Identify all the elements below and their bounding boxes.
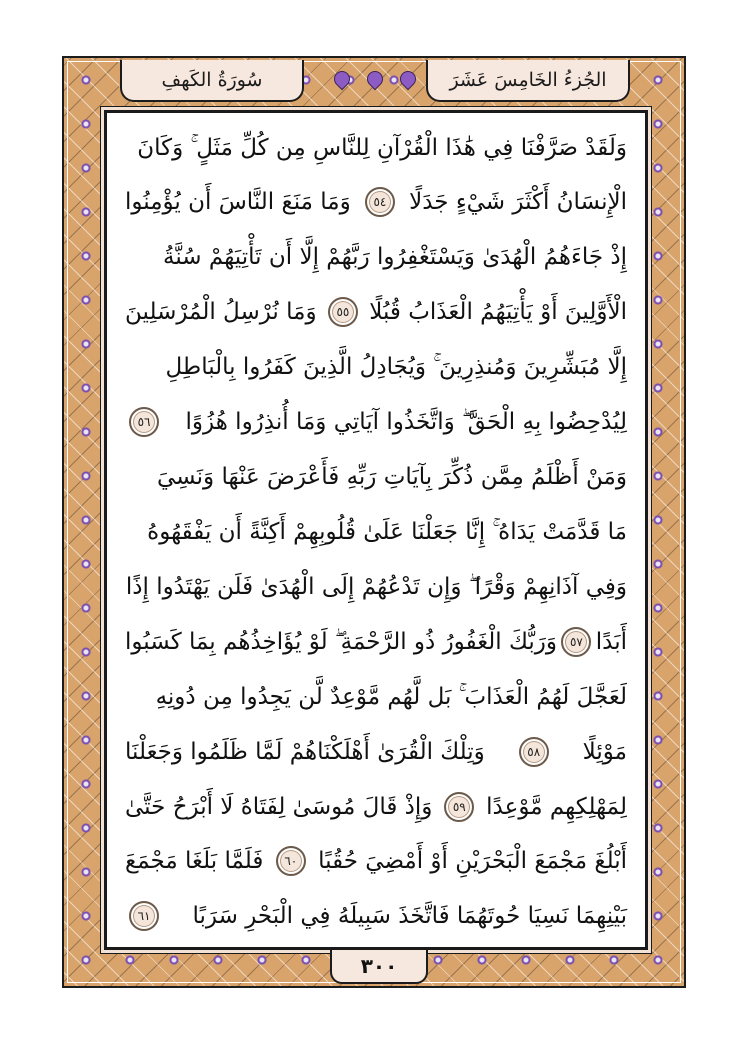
verse-text: الْإِنسَانُ أَكْثَرَ شَيْءٍ جَدَلًا	[409, 189, 627, 216]
verse-lines	[125, 123, 627, 941]
page-number: ٣٠٠	[360, 954, 398, 978]
page-number-cartouche	[330, 950, 428, 984]
ayah-number-marker: ٥٧	[561, 627, 591, 657]
ayah-number-marker: ٦١	[129, 901, 159, 931]
verse-text: وَمَنْ أَظْلَمُ مِمَّن ذُكِّرَ بِآيَاتِ رَبِّهِ فَأَعْرَضَ عَنْهَا وَنَسِيَ	[156, 464, 627, 491]
verse-line	[125, 453, 627, 502]
verse-line	[125, 123, 627, 172]
verse-line	[125, 782, 627, 831]
verse-line	[125, 837, 627, 886]
ayah-number-marker: ٥٨	[519, 737, 549, 767]
verse-text: إِذْ جَاءَهُمُ الْهُدَىٰ وَيَسْتَغْفِرُوا رَبَّهُمْ إِلَّا أَن تَأْتِيَهُمْ سُنَّةُ	[163, 244, 627, 271]
verse-line	[125, 892, 627, 941]
verse-text: وَتِلْكَ الْقُرَىٰ أَهْلَكْنَاهُمْ لَمَّا ظَلَمُوا وَجَعَلْنَا	[125, 738, 485, 765]
verse-text: أَبَدًا	[595, 628, 627, 655]
verse-line	[125, 507, 627, 556]
verse-text: وَفِي آذَانِهِمْ وَقْرًا ۖ وَإِن تَدْعُهُمْ إِلَى الْهُدَىٰ فَلَن يَهْتَدُوا إِذًا	[125, 573, 627, 600]
surah-name-cartouche	[120, 60, 304, 102]
verse-text: مَوْئِلًا	[582, 738, 627, 765]
ayah-number-marker: ٥٩	[444, 792, 474, 822]
verse-line	[125, 562, 627, 611]
verse-text: لِيُدْحِضُوا بِهِ الْحَقَّ ۖ وَاتَّخَذُوا آيَاتِي وَمَا أُنذِرُوا هُزُوًا	[185, 409, 627, 436]
verse-text: وَمَا نُرْسِلُ الْمُرْسَلِينَ	[125, 299, 317, 326]
ayah-number-marker: ٥٥	[328, 297, 358, 327]
verse-text: لَعَجَّلَ لَهُمُ الْعَذَابَ ۚ بَل لَّهُم مَّوْعِدٌ لَّن يَجِدُوا مِن دُونِهِ	[155, 683, 627, 710]
verse-text: وَإِذْ قَالَ مُوسَىٰ لِفَتَاهُ لَا أَبْرَحُ حَتَّىٰ	[125, 793, 433, 820]
text-panel	[104, 110, 648, 950]
verse-line	[125, 398, 627, 447]
verse-line	[125, 343, 627, 392]
verse-text: إِلَّا مُبَشِّرِينَ وَمُنذِرِينَ ۚ وَيُجَادِلُ الَّذِينَ كَفَرُوا بِالْبَاطِلِ	[165, 354, 627, 381]
verse-text: وَرَبُّكَ الْغَفُورُ ذُو الرَّحْمَةِ ۖ لَوْ يُؤَاخِذُهُم بِمَا كَسَبُوا	[125, 628, 558, 655]
juz-name: الجُزءُ الخَامِسَ عَشَرَ	[449, 69, 607, 91]
verse-line	[125, 178, 627, 227]
verse-text: وَمَا مَنَعَ النَّاسَ أَن يُؤْمِنُوا	[125, 189, 351, 216]
verse-text: مَا قَدَّمَتْ يَدَاهُ ۚ إِنَّا جَعَلْنَا عَلَىٰ قُلُوبِهِمْ أَكِنَّةً أَن يَفْقَهُوهُ	[147, 518, 627, 545]
verse-text: لِمَهْلِكِهِم مَّوْعِدًا	[486, 793, 627, 820]
flower-icon	[330, 68, 353, 91]
ayah-number-marker: ٥٦	[129, 407, 159, 437]
ayah-number-marker: ٥٤	[365, 187, 395, 217]
verse-text: الْأَوَّلِينَ أَوْ يَأْتِيَهُمُ الْعَذَابُ قُبُلًا	[369, 299, 627, 326]
verse-line	[125, 617, 627, 666]
verse-line	[125, 288, 627, 337]
verse-text: أَبْلُغَ مَجْمَعَ الْبَحْرَيْنِ أَوْ أَمْضِيَ حُقُبًا	[318, 848, 627, 875]
verse-line	[125, 233, 627, 282]
flower-icon	[364, 68, 387, 91]
verse-line	[125, 672, 627, 721]
verse-text: بَيْنِهِمَا نَسِيَا حُوتَهُمَا فَاتَّخَذَ سَبِيلَهُ فِي الْبَحْرِ سَرَبًا	[192, 903, 627, 930]
verse-line	[125, 727, 627, 776]
flower-icon	[397, 68, 420, 91]
verse-text: فَلَمَّا بَلَغَا مَجْمَعَ	[125, 848, 264, 875]
surah-name: سُورَةُ الكَهفِ	[161, 69, 263, 91]
header-ornament	[325, 64, 425, 94]
ayah-number-marker: ٦٠	[276, 846, 306, 876]
juz-name-cartouche	[426, 60, 630, 102]
verse-text: وَلَقَدْ صَرَّفْنَا فِي هَٰذَا الْقُرْآنِ لِلنَّاسِ مِن كُلِّ مَثَلٍ ۚ وَكَانَ	[137, 134, 627, 161]
page-header	[100, 60, 650, 104]
